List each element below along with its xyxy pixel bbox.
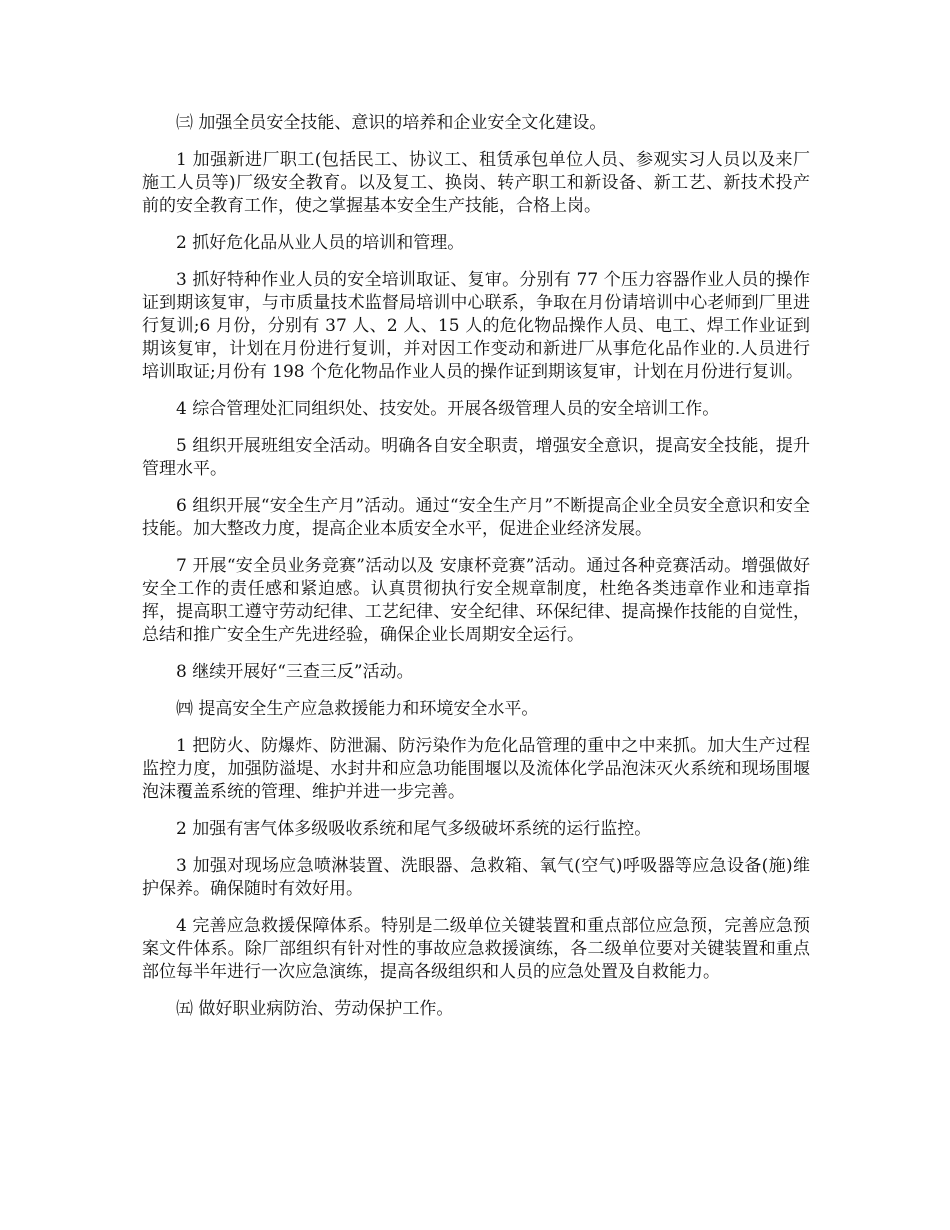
paragraph-item-4b: 4 完善应急救援保障体系。特别是二级单位关键装置和重点部位应急预，完善应急预案文件体系。除厂部组织有针对性的事故应急救援演练，各二级单位要对关键装置和重点部位每半年进行一次应急演练，提高各级组织和人员的应急处置及自救能力。 — [142, 916, 810, 982]
paragraph-item-2: 2 抓好危化品从业人员的培训和管理。 — [176, 233, 465, 253]
paragraph-item-3b: 3 加强对现场应急喷淋装置、洗眼器、急救箱、氧气(空气)呼吸器等应急设备(施)维护保养。确保随时有效好用。 — [142, 856, 810, 899]
paragraph-item-8: 8 继续开展好“三查三反”活动。 — [176, 662, 414, 682]
paragraph-item-4: 4 综合管理处汇同组织处、技安处。开展各级管理人员的安全培训工作。 — [176, 399, 720, 419]
section-heading-3: ㈢ 加强全员安全技能、意识的培养和企业安全文化建设。 — [176, 113, 607, 133]
paragraph-item-7: 7 开展“安全员业务竞赛”活动以及 安康杯竞赛”活动。通过各种竞赛活动。增强做好安全工作的责任感和紧迫感。认真贯彻执行安全规章制度，杜绝各类违章作业和违章指挥，提高职工遵守劳动纪律、工艺纪律、安全纪律、环保纪律、提高操作技能的自觉性，总结和推广安全生产先进经验，确保企业长周期安全运行。 — [142, 556, 810, 645]
paragraph-item-2b: 2 加强有害气体多级吸收系统和尾气多级破坏系统的运行监控。 — [176, 819, 652, 839]
paragraph-item-1: 1 加强新进厂职工(包括民工、协议工、租赁承包单位人员、参观实习人员以及来厂施工人员等)厂级安全教育。以及复工、换岗、转产职工和新设备、新工艺、新技术投产前的安全教育工作，使之掌握基本安全生产技能，合格上岗。 — [142, 150, 810, 216]
section-heading-4: ㈣ 提高安全生产应急救援能力和环境安全水平。 — [176, 699, 539, 719]
paragraph-item-1b: 1 把防火、防爆炸、防泄漏、防污染作为危化品管理的重中之中来抓。加大生产过程监控力度，加强防溢堤、水封井和应急功能围堰以及流体化学品泡沫灭火系统和现场围堰泡沫覆盖系统的管理、维护并进一步完善。 — [142, 736, 810, 802]
paragraph-item-6: 6 组织开展“安全生产月”活动。通过“安全生产月”不断提高企业全员安全意识和安全技能。加大整改力度，提高企业本质安全水平，促进企业经济发展。 — [142, 496, 810, 539]
paragraph-item-3: 3 抓好特种作业人员的安全培训取证、复审。分别有 77 个压力容器作业人员的操作证到期该复审，与市质量技术监督局培训中心联系，争取在月份请培训中心老师到厂里进行复训;6 月份，分别有 37 人、2 人、15 人的危化物品操作人员、电工、焊工作业证到期该复审，计划在月份进行复训，并对因工作变动和新进厂从事危化品作业的.人员进行培训取证;月份有 198 个危化物品作业人员的操作证到期该复审，计划在月份进行复训。 — [142, 270, 810, 382]
document-body — [142, 112, 810, 1035]
paragraph-item-5: 5 组织开展班组安全活动。明确各自安全职责，增强安全意识，提高安全技能，提升管理水平。 — [142, 436, 810, 479]
section-heading-5: ㈤ 做好职业病防治、劳动保护工作。 — [176, 999, 454, 1019]
